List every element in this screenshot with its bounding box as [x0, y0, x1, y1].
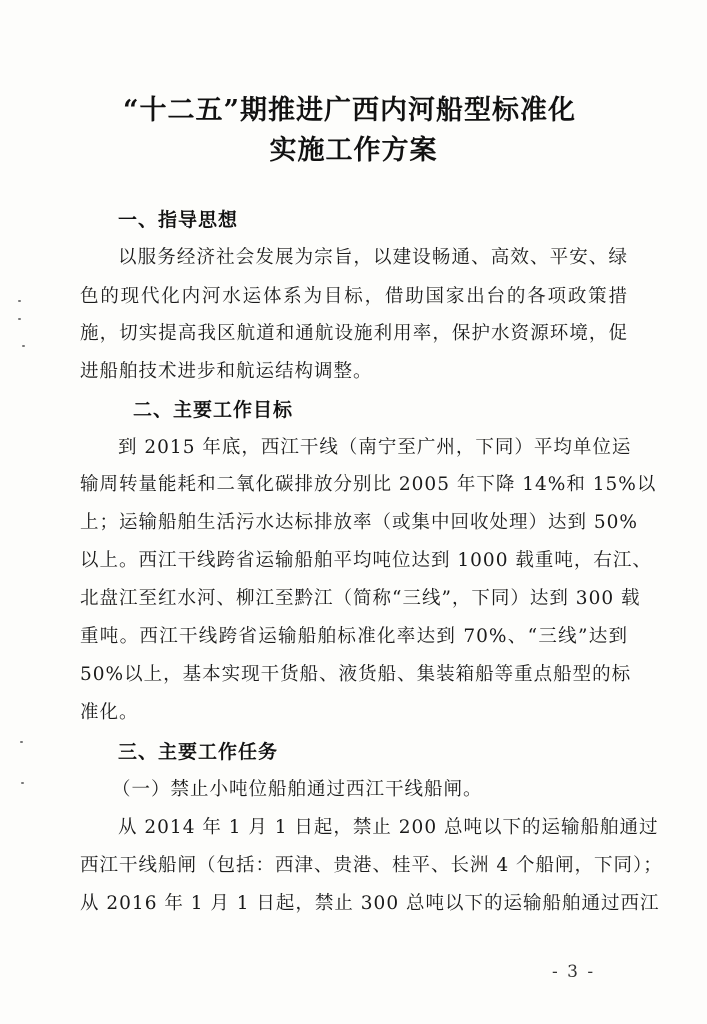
section-heading-guiding-ideology: 一、指导思想	[118, 209, 239, 231]
paragraph-line: 从 2016 年 1 月 1 日起，禁止 300 总吨以下的运输船舶通过西江	[80, 893, 660, 914]
paragraph-line: 从 2014 年 1 月 1 日起，禁止 200 总吨以下的运输船舶通过	[118, 817, 659, 838]
paragraph-line: 北盘江至红水河、柳江至黔江（简称“三线”，下同）达到 300 载	[80, 588, 641, 609]
section-heading-main-tasks: 三、主要工作任务	[118, 741, 279, 763]
subsection-heading: （一）禁止小吨位船舶通过西江干线船闸。	[112, 779, 483, 800]
paragraph-line: 到 2015 年底，西江干线（南宁至广州，下同）平均单位运	[118, 437, 632, 458]
paragraph-line: 以上。西江干线跨省运输船舶平均吨位达到 1000 载重吨，右江、	[80, 550, 652, 571]
paragraph-line: 进船舶技术进步和航运结构调整。	[80, 361, 373, 382]
paragraph-line: 施，切实提高我区航道和通航设施利用率，保护水资源环境，促	[80, 323, 628, 344]
scan-speck	[18, 318, 21, 320]
scan-speck	[20, 741, 23, 743]
paragraph-line: 以服务经济社会发展为宗旨，以建设畅通、高效、平安、绿	[118, 247, 628, 268]
page-number: - 3 -	[552, 962, 596, 982]
paragraph-line: 重吨。西江干线跨省运输船舶标准化率达到 70%、“三线”达到	[80, 626, 628, 647]
scan-speck	[22, 345, 25, 347]
document-title-line-1: “十二五”期推进广西内河船型标准化	[122, 95, 577, 126]
scan-speck	[18, 300, 21, 302]
paragraph-line: 西江干线船闸（包括：西津、贵港、桂平、长洲 4 个船闸，下同）；	[80, 855, 663, 876]
paragraph-line: 输周转量能耗和二氧化碳排放分别比 2005 年下降 14%和 15%以	[80, 474, 657, 495]
paragraph-line: 色的现代化内河水运体系为目标，借助国家出台的各项政策措	[80, 286, 628, 307]
paragraph-line: 准化。	[80, 702, 139, 723]
document-title-line-2: 实施工作方案	[269, 135, 438, 166]
paragraph-line: 上；运输船舶生活污水达标排放率（或集中回收处理）达到 50%	[80, 512, 639, 533]
paragraph-line: 50%以上，基本实现干货船、液货船、集装箱船等重点船型的标	[80, 664, 632, 685]
section-heading-main-goals: 二、主要工作目标	[133, 399, 294, 421]
scan-speck	[21, 782, 24, 784]
